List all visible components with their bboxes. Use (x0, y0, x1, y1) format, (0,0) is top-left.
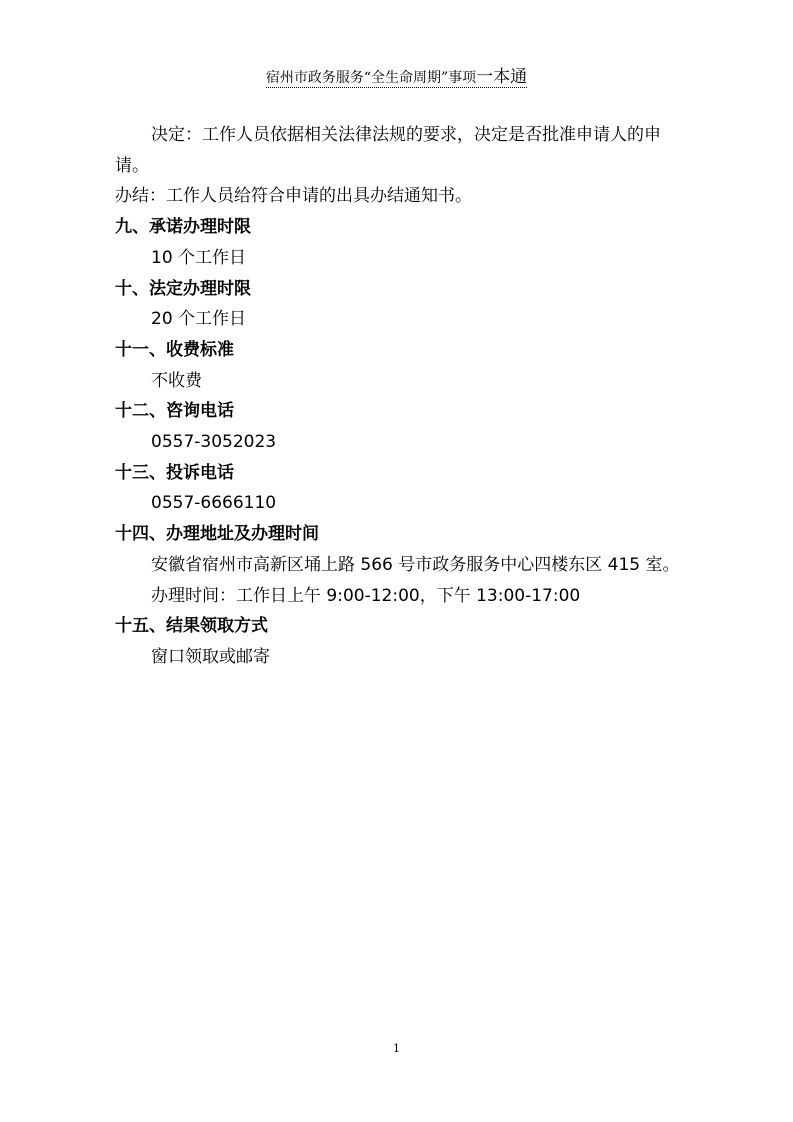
decision-paragraph: 决定：工作人员依据相关法律法规的要求，决定是否批准申请人的申请。 (115, 125, 661, 176)
document-body (115, 120, 685, 673)
header-title (265, 67, 528, 88)
section-13-value: 0557-6666110 (151, 493, 277, 514)
section-14-hours: 办理时间：工作日上午 9:00-12:00，下午 13:00-17:00 (151, 585, 581, 606)
section-10-title: 十、法定办理时限 (115, 278, 251, 299)
header-title-tail: 一本通 (476, 67, 528, 87)
section-11-value: 不收费 (151, 370, 202, 391)
section-14-address: 安徽省宿州市高新区埇上路 566 号市政务服务中心四楼东区 415 室。 (151, 554, 680, 575)
page-header (0, 62, 793, 87)
section-12-title: 十二、咨询电话 (115, 401, 234, 422)
section-9-value: 10 个工作日 (151, 247, 247, 268)
section-14-title: 十四、办理地址及办理时间 (115, 524, 319, 545)
section-10-value: 20 个工作日 (151, 309, 247, 330)
completion-paragraph: 办结：工作人员给符合申请的出具办结通知书。 (115, 186, 472, 207)
header-title-main: 宿州市政务服务“全生命周期”事项 (265, 70, 477, 86)
section-12-value: 0557-3052023 (151, 432, 277, 453)
section-15-value: 窗口领取或邮寄 (151, 646, 270, 667)
section-15-title: 十五、结果领取方式 (115, 616, 268, 637)
page-number: 1 (393, 1042, 400, 1055)
section-9-title: 九、承诺办理时限 (115, 217, 251, 238)
section-13-title: 十三、投诉电话 (115, 462, 234, 483)
section-11-title: 十一、收费标准 (115, 339, 234, 360)
